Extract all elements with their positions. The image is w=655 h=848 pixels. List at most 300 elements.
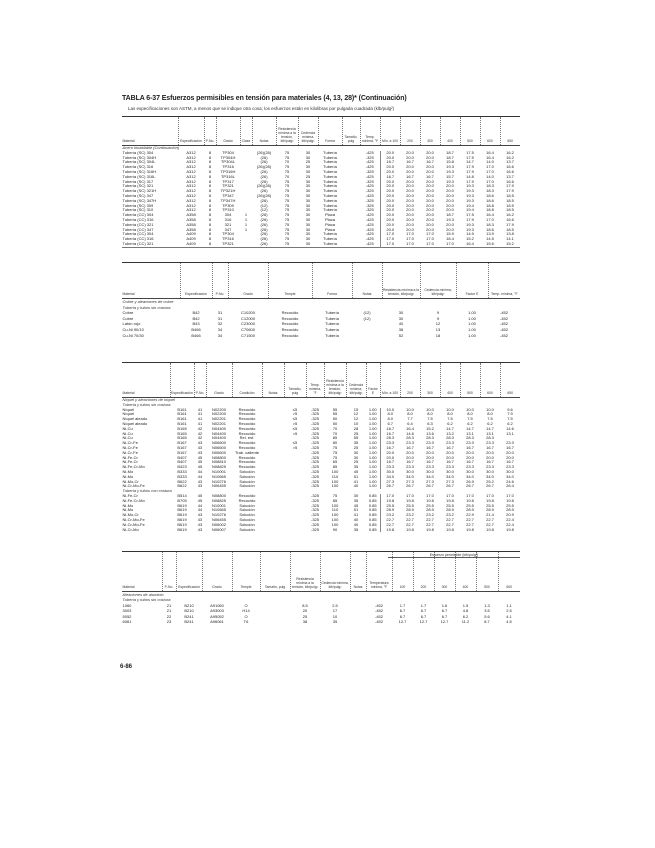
table-cell: Tubería	[323, 189, 337, 194]
table-cell: 6.7	[420, 608, 427, 614]
table-cell: 22.7	[406, 517, 414, 522]
table-cell: 18.7	[446, 155, 454, 160]
table-cell: TP321	[222, 241, 234, 246]
column-header: Cedencia mínima, klb/pulg²	[298, 117, 318, 146]
table-cell: 85	[332, 436, 338, 441]
table-cell: 28.3	[406, 436, 414, 441]
table-cell: 2.5	[506, 608, 512, 614]
table-cell: Tubería	[323, 203, 337, 208]
table-cell: 0.85	[368, 503, 377, 508]
table-cell: B165	[177, 436, 187, 441]
table-cell: 75	[284, 189, 290, 194]
table-cell: 27.3	[426, 479, 434, 484]
table-cell: B167	[177, 445, 187, 450]
table-cell: 10.0	[406, 407, 414, 412]
table-cell: 19.8	[406, 498, 414, 503]
table-cell: 16.4	[486, 155, 494, 160]
table-cell: 1.3	[484, 602, 490, 608]
table-cell: N10001	[211, 469, 226, 474]
table-cell: Tubería (SC) 304L	[122, 160, 156, 165]
table-cell: 20.0	[426, 189, 434, 194]
table-cell: 4.5	[506, 619, 512, 625]
table-cell: -425	[365, 227, 374, 232]
table-cell: 20.0	[406, 189, 414, 194]
table-cell: Tubería	[325, 310, 339, 316]
table-cell: Tubería (CC) 304	[122, 213, 154, 218]
table-cell: 13.1	[466, 431, 474, 436]
table-cell: 22.7	[486, 517, 494, 522]
table-cell: 16.7	[426, 160, 434, 165]
table-cell: 18.5	[506, 203, 514, 208]
table-cell: Recocido	[238, 407, 256, 412]
table-cell: 16.7	[426, 445, 434, 450]
table-cell: 6.2	[462, 613, 469, 619]
table-cell: N02201	[211, 417, 226, 422]
table-cell: Tubería (SC) 321	[122, 184, 154, 189]
column-header: Grado	[216, 117, 240, 146]
table-cell	[240, 242, 252, 247]
table-cell: 17.0	[426, 232, 434, 237]
table-cell: 0.85	[368, 527, 377, 532]
table-cell: (26)	[260, 227, 268, 232]
table-cell: -425	[365, 222, 374, 227]
table-cell: 23.3	[380, 441, 400, 446]
table-cell: 17.9	[506, 222, 514, 227]
table-cell: 40	[353, 522, 359, 527]
table-cell: 45	[197, 460, 203, 465]
table-cell: (26)	[260, 155, 268, 160]
table-cell: 16.6	[506, 169, 514, 174]
table-cell: A312	[186, 198, 196, 203]
table-cell: 8.0	[447, 412, 453, 417]
table-cell: 17.0	[380, 242, 400, 247]
table-cell: 12.7	[419, 619, 428, 625]
table-cell: 1.00	[368, 469, 377, 474]
table-cell: 18	[435, 332, 441, 338]
table-cell: 6.2	[507, 421, 513, 426]
table-cell: 70	[284, 160, 290, 165]
table-cell: 6061	[122, 619, 132, 625]
table-cell: 25	[305, 160, 311, 165]
table-cell: 13	[435, 326, 441, 332]
table-cell: 16.4	[466, 241, 474, 246]
table-cell: 20.0	[380, 451, 400, 456]
table-cell: 75	[284, 169, 290, 174]
table-cell: Solución	[239, 508, 255, 513]
table-cell: 15.9	[446, 232, 454, 237]
table-cell: 8	[208, 203, 212, 208]
table-cell: B165	[177, 431, 187, 436]
table-cell: 100	[331, 503, 339, 508]
column-header: Temple	[268, 263, 312, 299]
table-cell: N10001	[211, 503, 226, 508]
table-cell: B514	[177, 493, 187, 498]
table-cell: TP304H	[220, 155, 236, 160]
table-cell: Ni-Mo	[122, 469, 134, 474]
table-cell: -325	[310, 445, 319, 450]
table-cell: 8	[208, 155, 212, 160]
column-header: Temp. mínima, °F	[360, 117, 380, 146]
table-cell: 16.7	[446, 445, 454, 450]
table-cell: 44	[197, 508, 203, 513]
table-cell: 45	[197, 498, 203, 503]
group-label: Cobre y aleaciones de cobre	[122, 299, 174, 304]
table-cell: H14	[242, 608, 250, 614]
table-cell: 32	[217, 321, 223, 327]
page-number: 6-86	[120, 664, 133, 670]
column-header: P-No.	[162, 552, 176, 592]
table-cell: 8	[208, 217, 212, 222]
table-cell: Recocido	[281, 321, 299, 327]
table-cell: 20.0	[380, 170, 400, 175]
table-cell: 6.2	[447, 421, 453, 426]
table-cell: 22	[166, 613, 172, 619]
table-cell: 18.5	[506, 227, 514, 232]
table-cell: 20.0	[406, 150, 414, 155]
table-cell: 17.0	[406, 237, 414, 242]
table-cell: 16.4	[406, 426, 414, 431]
table-cell: Solución	[239, 479, 255, 484]
table-cell: Ni-Fe-Cr-Mo	[122, 465, 145, 470]
table-cell: Ni-Mo	[122, 508, 134, 513]
table-cell: Níquel aleado	[122, 417, 148, 422]
table-cell: 20.0	[426, 155, 434, 160]
table-cell: B619	[177, 527, 187, 532]
table-cell: B407	[177, 460, 187, 465]
table-cell: TP309	[222, 203, 234, 208]
data-table	[122, 551, 520, 624]
table-cell	[342, 242, 360, 247]
column-header: 600	[498, 552, 520, 592]
table-cell: Tubería (SC) 347H	[122, 198, 157, 203]
column-header: 400	[455, 552, 476, 592]
column-header: Mín. a 100	[380, 117, 400, 146]
table-cell: 16.7	[406, 445, 414, 450]
table-cell: 28.9	[506, 508, 514, 513]
table-cell: N02200	[211, 407, 226, 412]
table-cell: TP304	[222, 150, 234, 155]
table-cell: A409	[186, 232, 196, 237]
table-cell: 28	[353, 426, 359, 431]
table-cell: 1	[244, 227, 248, 232]
table-cell: TP304L	[220, 160, 235, 165]
table-cell: 70	[332, 431, 338, 436]
column-header: Material	[122, 263, 180, 299]
table-cell: Recocido	[238, 412, 256, 417]
table-cell: 10	[353, 421, 359, 426]
table-cell: 23.3	[466, 465, 474, 470]
table-cell: 14.0	[486, 160, 494, 165]
table-cell: 10.0	[466, 407, 474, 412]
table-cell: 20.0	[406, 184, 414, 189]
table-cell: Ni-Fe-Cr	[122, 460, 138, 465]
column-header: 300	[420, 363, 440, 398]
table-cell: 1.00	[368, 417, 377, 422]
table-cell: TP304	[222, 232, 234, 237]
table-cell: 30	[305, 208, 311, 213]
column-header: Cedencia mínima, klb/pulg²	[346, 363, 366, 398]
table-cell: 30	[305, 179, 311, 184]
table-cell: 8.0	[380, 412, 400, 417]
table-cell: 25.5	[506, 503, 514, 508]
table-cell: 30	[353, 493, 359, 498]
table-cell: 18.6	[486, 198, 494, 203]
table-cell: 20.0	[426, 213, 434, 218]
table-cell: 45	[353, 503, 359, 508]
table-cell: 75	[284, 150, 290, 155]
table-cell: 17.0	[406, 232, 414, 237]
table-cell: N10665	[211, 508, 226, 513]
table-row	[122, 619, 520, 624]
table-cell: Ni-Cu	[122, 431, 133, 436]
column-header: 400	[440, 363, 460, 398]
table-cell: 35	[353, 527, 359, 532]
table-cell: 30	[305, 165, 311, 170]
table-cell: O	[244, 613, 248, 619]
table-cell: (26)(28)	[256, 165, 272, 170]
table-cell: Recocido	[238, 498, 256, 503]
table-cell: 75	[284, 208, 290, 213]
table-cell: Solución	[239, 513, 255, 518]
table-cell: Ni-Fe-Cr	[122, 493, 138, 498]
table-cell: 18.6	[486, 193, 494, 198]
table-cell: 42	[197, 431, 203, 436]
table-cell: 1.00	[368, 431, 377, 436]
table-cell: 44	[197, 474, 203, 479]
column-header: Material	[122, 363, 170, 398]
table-cell: (26)	[260, 217, 268, 222]
table-cell: 28.9	[406, 508, 414, 513]
table-cell: 22.7	[406, 522, 414, 527]
table-cell: 75	[284, 193, 290, 198]
table-cell: 41	[353, 479, 359, 484]
table-cell: C12000	[240, 315, 255, 321]
table-cell: Ni-Fe-Cr-Mo	[122, 498, 145, 503]
column-header: Material	[122, 117, 178, 146]
table-cell: -325	[310, 479, 319, 484]
table-cell: B165	[177, 426, 187, 431]
table-cell: 30	[353, 450, 359, 455]
table-cell: 20.0	[406, 450, 414, 455]
table-cell: -325	[310, 527, 319, 532]
table-cell: 20.0	[466, 450, 474, 455]
table-cell: 19.3	[446, 165, 454, 170]
table-cell: 18.3	[486, 184, 494, 189]
table-cell: 25	[302, 613, 308, 619]
table-cell: -425	[365, 217, 374, 222]
table-cell: 20.0	[406, 227, 414, 232]
column-header: 400	[440, 117, 460, 146]
table-cell: 23.3	[380, 465, 400, 470]
table-cell: TP310	[222, 208, 234, 213]
table-cell: 20.0	[380, 223, 400, 228]
table-cell: Tubería (SC) 304	[122, 150, 154, 155]
table-cell: 30.0	[486, 469, 494, 474]
table-cell: 75	[284, 217, 290, 222]
column-header: P-No.	[212, 263, 228, 299]
table-cell: 45	[197, 455, 203, 460]
column-header: Factor E	[456, 263, 488, 299]
table-cell: 26.7	[426, 484, 434, 489]
table-cell: 40	[398, 321, 404, 327]
table-cell: B622	[177, 484, 187, 489]
table-cell: 20.0	[446, 222, 454, 227]
table-cell: Tubería (CC) 316	[122, 217, 154, 222]
column-header: Material	[122, 552, 162, 592]
table-cell: 34.0	[406, 474, 414, 479]
table-cell: 20.0	[406, 193, 414, 198]
table-cell: -325	[365, 198, 374, 203]
table-cell: 75	[284, 179, 290, 184]
table-cell: 17.0	[406, 241, 414, 246]
table-cell: 16.7	[486, 445, 494, 450]
column-header: Notas	[352, 263, 382, 299]
column-header: Forma	[312, 263, 352, 299]
table-cell: N06600	[211, 441, 226, 446]
table-cell: 14.8	[466, 174, 474, 179]
table-cell: 110	[331, 474, 339, 479]
table-cell: -325	[310, 421, 319, 426]
table-cell: (26)	[260, 169, 268, 174]
table-cell: 18.8	[486, 203, 494, 208]
table-cell: 30	[398, 310, 404, 316]
table-cell: 1.00	[368, 450, 377, 455]
table-cell: 28.3	[380, 436, 400, 441]
column-header: Especificación	[180, 263, 212, 299]
table-cell: 7.5	[427, 417, 433, 422]
table-cell: 18.7	[446, 213, 454, 218]
table-cell: 30	[305, 241, 311, 246]
table-cell: 13.1	[506, 431, 514, 436]
table-cell: 23.2	[446, 513, 454, 518]
table-cell: (26)	[260, 160, 268, 165]
table-cell: 40	[353, 517, 359, 522]
table-cell: 8	[208, 179, 212, 184]
table-cell: Recocido	[238, 445, 256, 450]
table-cell: 20.0	[426, 217, 434, 222]
table-cell: 19.8	[506, 527, 514, 532]
table-cell: 14.5	[486, 237, 494, 242]
table-cell: 8	[208, 232, 212, 237]
table-cell: Cobre	[122, 315, 134, 321]
table-cell: 8	[208, 184, 212, 189]
table-cell: -425	[365, 237, 374, 242]
table-cell: B210	[184, 602, 194, 608]
table-cell: Tubería (SC) 347	[122, 193, 154, 198]
table-cell: 22.4	[506, 517, 514, 522]
table-cell: 13.8	[506, 232, 514, 237]
table-cell: 20.9	[506, 513, 514, 518]
table-cell: Tubería (CC) 316	[122, 237, 154, 242]
table-cell: A312	[186, 193, 196, 198]
table-cell: -325	[310, 469, 319, 474]
table-cell: Recocido	[281, 315, 299, 321]
table-cell: 16.7	[466, 445, 474, 450]
table-cell: 30	[305, 232, 311, 237]
table-cell: 23.3	[406, 441, 414, 446]
table-cell: 1	[244, 217, 248, 222]
table-cell: 16.6	[506, 165, 514, 170]
header-row	[122, 117, 520, 146]
table-cell: B43	[192, 321, 200, 327]
table-cell: Tubería (SC) 309	[122, 203, 154, 208]
table-cell: 304	[224, 213, 232, 218]
table-cell: 75	[284, 198, 290, 203]
table-cell: 30.0	[380, 470, 400, 475]
table-cell: 17.0	[486, 493, 494, 498]
table-cell: 1.00	[368, 407, 377, 412]
column-header: Notas	[252, 117, 276, 146]
table-cell: 50	[332, 417, 338, 422]
table-cell: TP321	[222, 184, 234, 189]
table-cell: 0.85	[368, 522, 377, 527]
table-cell: Tubería	[323, 150, 337, 155]
table-cell: 43	[197, 513, 203, 518]
table-cell: N02201	[211, 421, 226, 426]
table-cell: -325	[310, 474, 319, 479]
table-cell: 20.0	[426, 150, 434, 155]
table-cell: 44	[197, 503, 203, 508]
table-cell: B622	[177, 479, 187, 484]
table-cell: C23000	[240, 321, 255, 327]
table-cell: 1.00	[468, 315, 476, 321]
table-cell: -325	[310, 407, 319, 412]
table-cell: 17.9	[466, 169, 474, 174]
table-cell: Tubería	[325, 332, 339, 338]
table-cell: B423	[177, 465, 187, 470]
table-cell: B619	[177, 513, 187, 518]
table-cell: Recocido	[238, 426, 256, 431]
table-cell: 25	[305, 174, 311, 179]
table-cell: 14.9	[466, 232, 474, 237]
table-cell: 30	[398, 315, 404, 321]
table-cell: Solución	[239, 522, 255, 527]
table-cell: Tubería (CC) 347	[122, 227, 154, 232]
table-cell: 20.0	[406, 203, 414, 208]
table-cell: Ni-Mo	[122, 503, 134, 508]
table-cell: -452	[499, 321, 508, 327]
table-cell: 17.0	[426, 493, 434, 498]
table-cell: A312	[186, 189, 196, 194]
table-cell: Ni-Cu	[122, 436, 133, 441]
table-cell: 18.5	[506, 198, 514, 203]
table-cell: 6.7	[380, 422, 400, 427]
table-cell: 22.7	[486, 522, 494, 527]
table-cell: 20.0	[406, 217, 414, 222]
table-cell: 55	[353, 436, 359, 441]
table-cell: 34.0	[466, 474, 474, 479]
table-cell: (26)	[260, 174, 268, 179]
table-cell: 4.8	[462, 608, 469, 614]
table-cell: Tubería (SC) 316	[122, 165, 154, 170]
column-header: 650	[500, 117, 520, 146]
table-cell: 17.9	[466, 165, 474, 170]
table-cell: 10	[332, 613, 338, 619]
table-cell: 8	[208, 241, 212, 246]
column-header: P-No.	[204, 117, 216, 146]
table-cell: (26)	[260, 189, 268, 194]
table-cell: >5	[292, 445, 298, 450]
table-cell: 17.5	[466, 213, 474, 218]
table-cell: 30	[305, 227, 311, 232]
table-cell: 17.0	[380, 232, 400, 237]
table-cell: 20.0	[426, 208, 434, 213]
table-cell: -452	[374, 613, 383, 619]
table-cell: 30	[305, 217, 311, 222]
table-cell: N04400	[211, 431, 226, 436]
group-label: Tubería y tubos con costura	[122, 489, 172, 494]
table-cell: 110	[331, 508, 339, 513]
